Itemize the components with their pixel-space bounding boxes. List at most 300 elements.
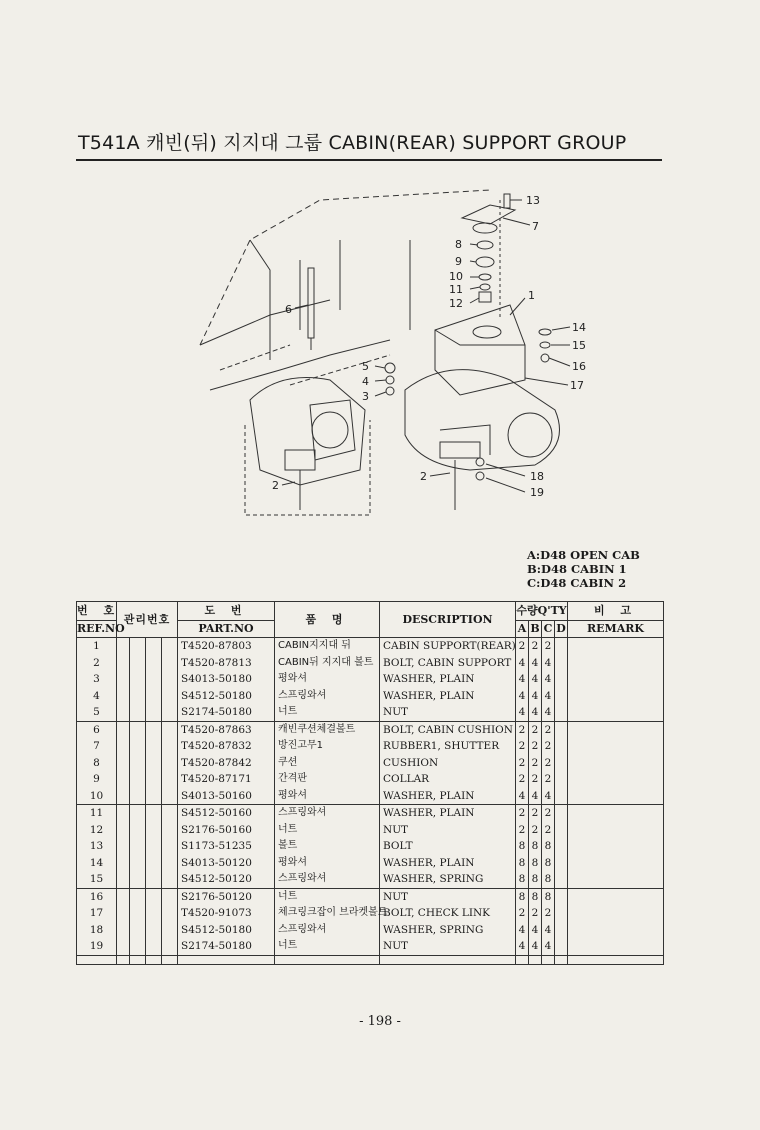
mgmt-cell-4: [162, 671, 178, 688]
remark-cell: [568, 938, 664, 955]
mgmt-cell-4: [162, 638, 178, 655]
mgmt-cell-2: [130, 838, 146, 855]
qty-b-cell: 2: [529, 755, 542, 772]
callout-3: 3: [362, 390, 369, 403]
mgmt-cell-2: [130, 755, 146, 772]
description-cell: WASHER, PLAIN: [380, 805, 516, 822]
ref-cell: 3: [77, 671, 117, 688]
table-row: [77, 855, 664, 872]
mgmt-cell-1: [117, 688, 130, 705]
callout-14: 14: [572, 321, 586, 334]
qty-d-cell: [555, 721, 568, 738]
filler-cell: [542, 955, 555, 964]
qty-d-cell: [555, 755, 568, 772]
mgmt-cell-2: [130, 871, 146, 888]
mgmt-cell-2: [130, 688, 146, 705]
table-row: [77, 755, 664, 772]
header-qty: 수량Q'TY: [516, 602, 568, 621]
mgmt-cell-4: [162, 871, 178, 888]
korean-name-cell: 캐빈쿠션체결볼트: [275, 721, 380, 738]
qty-b-cell: 2: [529, 738, 542, 755]
description-cell: NUT: [380, 888, 516, 905]
qty-b-cell: 4: [529, 655, 542, 672]
mgmt-cell-4: [162, 655, 178, 672]
qty-c-cell: 2: [542, 822, 555, 839]
part-no-cell: T4520-87832: [178, 738, 275, 755]
qty-a-cell: 4: [516, 671, 529, 688]
mgmt-cell-2: [130, 938, 146, 955]
header-qty-a: A: [516, 621, 529, 638]
mgmt-cell-4: [162, 822, 178, 839]
description-cell: CABIN SUPPORT(REAR): [380, 638, 516, 655]
part-no-cell: T4520-87813: [178, 655, 275, 672]
mgmt-cell-4: [162, 738, 178, 755]
ref-cell: 4: [77, 688, 117, 705]
mgmt-cell-2: [130, 704, 146, 721]
qty-a-cell: 8: [516, 855, 529, 872]
ref-cell: 13: [77, 838, 117, 855]
callout-2-right: 2: [420, 470, 427, 483]
qty-d-cell: [555, 855, 568, 872]
mgmt-cell-3: [146, 855, 162, 872]
mgmt-cell-3: [146, 888, 162, 905]
filler-cell: [146, 955, 162, 964]
table-row: [77, 704, 664, 721]
mgmt-cell-3: [146, 838, 162, 855]
table-row: [77, 922, 664, 939]
table-row: [77, 688, 664, 705]
mgmt-cell-1: [117, 738, 130, 755]
qty-c-cell: 2: [542, 771, 555, 788]
description-cell: WASHER, SPRING: [380, 922, 516, 939]
mgmt-cell-2: [130, 655, 146, 672]
remark-cell: [568, 922, 664, 939]
qty-d-cell: [555, 771, 568, 788]
qty-b-cell: 4: [529, 922, 542, 939]
part-no-cell: T4520-87863: [178, 721, 275, 738]
korean-name-cell: 체크링크잡이 브라켓볼트: [275, 905, 380, 922]
qty-b-cell: 8: [529, 838, 542, 855]
remark-cell: [568, 655, 664, 672]
qty-c-cell: 2: [542, 738, 555, 755]
mgmt-cell-1: [117, 922, 130, 939]
callout-7: 7: [532, 220, 539, 233]
description-cell: WASHER, PLAIN: [380, 671, 516, 688]
ref-cell: 14: [77, 855, 117, 872]
callout-19: 19: [530, 486, 544, 499]
parts-table: [76, 601, 664, 965]
qty-b-cell: 2: [529, 771, 542, 788]
table-row: [77, 721, 664, 738]
description-cell: WASHER, PLAIN: [380, 855, 516, 872]
filler-cell: [117, 955, 130, 964]
qty-c-cell: 2: [542, 805, 555, 822]
qty-a-cell: 2: [516, 822, 529, 839]
filler-cell: [516, 955, 529, 964]
mgmt-cell-4: [162, 888, 178, 905]
qty-a-cell: 4: [516, 938, 529, 955]
part-no-cell: T4520-87171: [178, 771, 275, 788]
qty-d-cell: [555, 638, 568, 655]
ref-cell: 8: [77, 755, 117, 772]
mgmt-cell-2: [130, 805, 146, 822]
mgmt-cell-3: [146, 922, 162, 939]
callout-18: 18: [530, 470, 544, 483]
filler-cell: [568, 955, 664, 964]
ref-cell: 16: [77, 888, 117, 905]
qty-b-cell: 8: [529, 871, 542, 888]
part-no-cell: S2174-50180: [178, 938, 275, 955]
mgmt-cell-2: [130, 671, 146, 688]
callout-9: 9: [455, 255, 462, 268]
ref-cell: 18: [77, 922, 117, 939]
mgmt-cell-1: [117, 905, 130, 922]
qty-a-cell: 2: [516, 755, 529, 772]
korean-name-cell: CABIN뒤 지지대 볼트: [275, 655, 380, 672]
qty-c-cell: 2: [542, 721, 555, 738]
qty-a-cell: 8: [516, 888, 529, 905]
parts-table-body: [77, 638, 664, 965]
mgmt-cell-3: [146, 805, 162, 822]
header-mgmt: 관리번호: [117, 602, 178, 638]
callout-2-left: 2: [272, 479, 279, 492]
qty-c-cell: 4: [542, 688, 555, 705]
part-no-cell: S2174-50180: [178, 704, 275, 721]
remark-cell: [568, 755, 664, 772]
ref-cell: 12: [77, 822, 117, 839]
table-row: [77, 938, 664, 955]
qty-c-cell: 4: [542, 671, 555, 688]
mgmt-cell-1: [117, 638, 130, 655]
table-row: [77, 905, 664, 922]
part-no-cell: S4013-50160: [178, 788, 275, 805]
qty-c-cell: 8: [542, 888, 555, 905]
table-row: [77, 822, 664, 839]
table-row: [77, 788, 664, 805]
qty-b-cell: 8: [529, 855, 542, 872]
table-row: [77, 871, 664, 888]
mgmt-cell-3: [146, 671, 162, 688]
korean-name-cell: 스프링와셔: [275, 922, 380, 939]
mgmt-cell-2: [130, 905, 146, 922]
ref-cell: 15: [77, 871, 117, 888]
remark-cell: [568, 638, 664, 655]
mgmt-cell-1: [117, 871, 130, 888]
part-no-cell: S4512-50160: [178, 805, 275, 822]
callout-11: 11: [449, 283, 463, 296]
qty-d-cell: [555, 922, 568, 939]
mgmt-cell-3: [146, 771, 162, 788]
korean-name-cell: 방진고무1: [275, 738, 380, 755]
mgmt-cell-2: [130, 721, 146, 738]
mgmt-cell-4: [162, 721, 178, 738]
mgmt-cell-1: [117, 888, 130, 905]
korean-name-cell: 너트: [275, 822, 380, 839]
filler-cell: [380, 955, 516, 964]
qty-a-cell: 2: [516, 771, 529, 788]
callout-17: 17: [570, 379, 584, 392]
mgmt-cell-2: [130, 738, 146, 755]
description-cell: RUBBER1, SHUTTER: [380, 738, 516, 755]
mgmt-cell-2: [130, 788, 146, 805]
mgmt-cell-4: [162, 771, 178, 788]
mgmt-cell-4: [162, 788, 178, 805]
model-legend: [527, 548, 640, 590]
table-row: [77, 638, 664, 655]
header-qty-d: D: [555, 621, 568, 638]
ref-cell: 1: [77, 638, 117, 655]
part-no-cell: S4512-50180: [178, 688, 275, 705]
qty-d-cell: [555, 788, 568, 805]
part-no-cell: T4520-91073: [178, 905, 275, 922]
header-ref-en: REF.NO: [77, 621, 117, 638]
mgmt-cell-2: [130, 922, 146, 939]
qty-c-cell: 4: [542, 788, 555, 805]
description-cell: WASHER, PLAIN: [380, 788, 516, 805]
part-no-cell: S2176-50120: [178, 888, 275, 905]
mgmt-cell-3: [146, 704, 162, 721]
callout-1: 1: [528, 289, 535, 302]
qty-a-cell: 8: [516, 838, 529, 855]
description-cell: BOLT, CABIN CUSHION: [380, 721, 516, 738]
remark-cell: [568, 721, 664, 738]
qty-c-cell: 4: [542, 922, 555, 939]
part-no-cell: S2176-50160: [178, 822, 275, 839]
part-no-cell: S4013-50180: [178, 671, 275, 688]
korean-name-cell: 평와셔: [275, 671, 380, 688]
exploded-parts-diagram: [190, 180, 610, 530]
qty-b-cell: 2: [529, 805, 542, 822]
qty-b-cell: 4: [529, 788, 542, 805]
remark-cell: [568, 871, 664, 888]
ref-cell: 5: [77, 704, 117, 721]
remark-cell: [568, 738, 664, 755]
table-row: [77, 655, 664, 672]
filler-cell: [529, 955, 542, 964]
page-title: T541A 캐빈(뒤) 지지대 그룹 CABIN(REAR) SUPPORT GROUP: [78, 132, 627, 154]
mgmt-cell-4: [162, 905, 178, 922]
ref-cell: 7: [77, 738, 117, 755]
description-cell: NUT: [380, 704, 516, 721]
callout-8: 8: [455, 238, 462, 251]
mgmt-cell-1: [117, 704, 130, 721]
mgmt-cell-1: [117, 671, 130, 688]
qty-d-cell: [555, 822, 568, 839]
qty-a-cell: 2: [516, 805, 529, 822]
remark-cell: [568, 822, 664, 839]
table-filler-row: [77, 955, 664, 964]
remark-cell: [568, 771, 664, 788]
qty-a-cell: 2: [516, 738, 529, 755]
qty-b-cell: 4: [529, 671, 542, 688]
mgmt-cell-1: [117, 805, 130, 822]
korean-name-cell: CABIN지지대 뒤: [275, 638, 380, 655]
korean-name-cell: 간격판: [275, 771, 380, 788]
mgmt-cell-2: [130, 771, 146, 788]
description-cell: WASHER, SPRING: [380, 871, 516, 888]
part-no-cell: S4512-50120: [178, 871, 275, 888]
mgmt-cell-4: [162, 838, 178, 855]
mgmt-cell-1: [117, 788, 130, 805]
callout-6: 6: [285, 303, 292, 316]
qty-a-cell: 2: [516, 905, 529, 922]
qty-d-cell: [555, 838, 568, 855]
qty-d-cell: [555, 905, 568, 922]
part-no-cell: S1173-51235: [178, 838, 275, 855]
qty-d-cell: [555, 805, 568, 822]
ref-cell: 2: [77, 655, 117, 672]
legend-c: C:D48 CABIN 2: [527, 576, 627, 590]
mgmt-cell-3: [146, 688, 162, 705]
remark-cell: [568, 688, 664, 705]
mgmt-cell-4: [162, 755, 178, 772]
table-row: [77, 671, 664, 688]
qty-d-cell: [555, 738, 568, 755]
korean-name-cell: 평와셔: [275, 788, 380, 805]
filler-cell: [275, 955, 380, 964]
qty-c-cell: 2: [542, 638, 555, 655]
header-description: DESCRIPTION: [380, 602, 516, 638]
callout-13: 13: [526, 194, 540, 207]
qty-d-cell: [555, 938, 568, 955]
mgmt-cell-3: [146, 655, 162, 672]
mgmt-cell-1: [117, 755, 130, 772]
mgmt-cell-2: [130, 822, 146, 839]
korean-name-cell: 스프링와셔: [275, 688, 380, 705]
callout-5: 5: [362, 360, 369, 373]
callout-12: 12: [449, 297, 463, 310]
description-cell: WASHER, PLAIN: [380, 688, 516, 705]
qty-b-cell: 2: [529, 905, 542, 922]
mgmt-cell-3: [146, 788, 162, 805]
qty-a-cell: 4: [516, 922, 529, 939]
qty-c-cell: 4: [542, 938, 555, 955]
legend-b: B:D48 CABIN 1: [527, 562, 627, 576]
remark-cell: [568, 855, 664, 872]
remark-cell: [568, 838, 664, 855]
qty-c-cell: 8: [542, 838, 555, 855]
korean-name-cell: 너트: [275, 888, 380, 905]
part-no-cell: T4520-87842: [178, 755, 275, 772]
filler-cell: [178, 955, 275, 964]
header-remark-kr: 비 고: [568, 602, 664, 621]
qty-d-cell: [555, 671, 568, 688]
description-cell: NUT: [380, 938, 516, 955]
korean-name-cell: 너트: [275, 938, 380, 955]
qty-b-cell: 2: [529, 721, 542, 738]
header-part-kr: 도 번: [178, 602, 275, 621]
mgmt-cell-3: [146, 755, 162, 772]
header-name-kr: 품 명: [275, 602, 380, 638]
callout-10: 10: [449, 270, 463, 283]
remark-cell: [568, 704, 664, 721]
mgmt-cell-4: [162, 805, 178, 822]
mgmt-cell-3: [146, 905, 162, 922]
header-part-en: PART.NO: [178, 621, 275, 638]
qty-d-cell: [555, 704, 568, 721]
mgmt-cell-4: [162, 688, 178, 705]
qty-d-cell: [555, 871, 568, 888]
remark-cell: [568, 888, 664, 905]
description-cell: NUT: [380, 822, 516, 839]
callout-16: 16: [572, 360, 586, 373]
table-row: [77, 738, 664, 755]
mgmt-cell-3: [146, 721, 162, 738]
qty-b-cell: 2: [529, 822, 542, 839]
part-no-cell: S4512-50180: [178, 922, 275, 939]
ref-cell: 11: [77, 805, 117, 822]
callout-4: 4: [362, 375, 369, 388]
mgmt-cell-2: [130, 888, 146, 905]
qty-c-cell: 2: [542, 755, 555, 772]
mgmt-cell-1: [117, 938, 130, 955]
korean-name-cell: 볼트: [275, 838, 380, 855]
korean-name-cell: 스프링와셔: [275, 871, 380, 888]
mgmt-cell-1: [117, 855, 130, 872]
mgmt-cell-3: [146, 871, 162, 888]
qty-b-cell: 8: [529, 888, 542, 905]
mgmt-cell-3: [146, 822, 162, 839]
mgmt-cell-1: [117, 655, 130, 672]
header-ref-kr: 번 호: [77, 602, 117, 621]
part-no-cell: S4013-50120: [178, 855, 275, 872]
description-cell: COLLAR: [380, 771, 516, 788]
table-row: [77, 888, 664, 905]
callout-15: 15: [572, 339, 586, 352]
mgmt-cell-4: [162, 938, 178, 955]
mgmt-cell-4: [162, 855, 178, 872]
ref-cell: 17: [77, 905, 117, 922]
qty-b-cell: 2: [529, 638, 542, 655]
qty-b-cell: 4: [529, 938, 542, 955]
qty-c-cell: 8: [542, 871, 555, 888]
korean-name-cell: 스프링와셔: [275, 805, 380, 822]
header-remark-en: REMARK: [568, 621, 664, 638]
mgmt-cell-3: [146, 738, 162, 755]
filler-cell: [555, 955, 568, 964]
qty-c-cell: 4: [542, 704, 555, 721]
table-row: [77, 771, 664, 788]
mgmt-cell-3: [146, 938, 162, 955]
mgmt-cell-1: [117, 822, 130, 839]
filler-cell: [77, 955, 117, 964]
mgmt-cell-1: [117, 771, 130, 788]
ref-cell: 6: [77, 721, 117, 738]
qty-b-cell: 4: [529, 704, 542, 721]
mgmt-cell-2: [130, 638, 146, 655]
qty-a-cell: 4: [516, 688, 529, 705]
filler-cell: [162, 955, 178, 964]
korean-name-cell: 너트: [275, 704, 380, 721]
title-rule: [76, 159, 662, 161]
description-cell: BOLT, CABIN SUPPORT: [380, 655, 516, 672]
table-row: [77, 805, 664, 822]
qty-c-cell: 4: [542, 655, 555, 672]
table-row: [77, 838, 664, 855]
header-qty-c: C: [542, 621, 555, 638]
mgmt-cell-1: [117, 838, 130, 855]
page-number: - 198 -: [359, 1014, 401, 1029]
korean-name-cell: 쿠션: [275, 755, 380, 772]
ref-cell: 10: [77, 788, 117, 805]
qty-d-cell: [555, 888, 568, 905]
qty-a-cell: 4: [516, 655, 529, 672]
mgmt-cell-3: [146, 638, 162, 655]
part-no-cell: T4520-87803: [178, 638, 275, 655]
ref-cell: 9: [77, 771, 117, 788]
header-qty-b: B: [529, 621, 542, 638]
mgmt-cell-2: [130, 855, 146, 872]
